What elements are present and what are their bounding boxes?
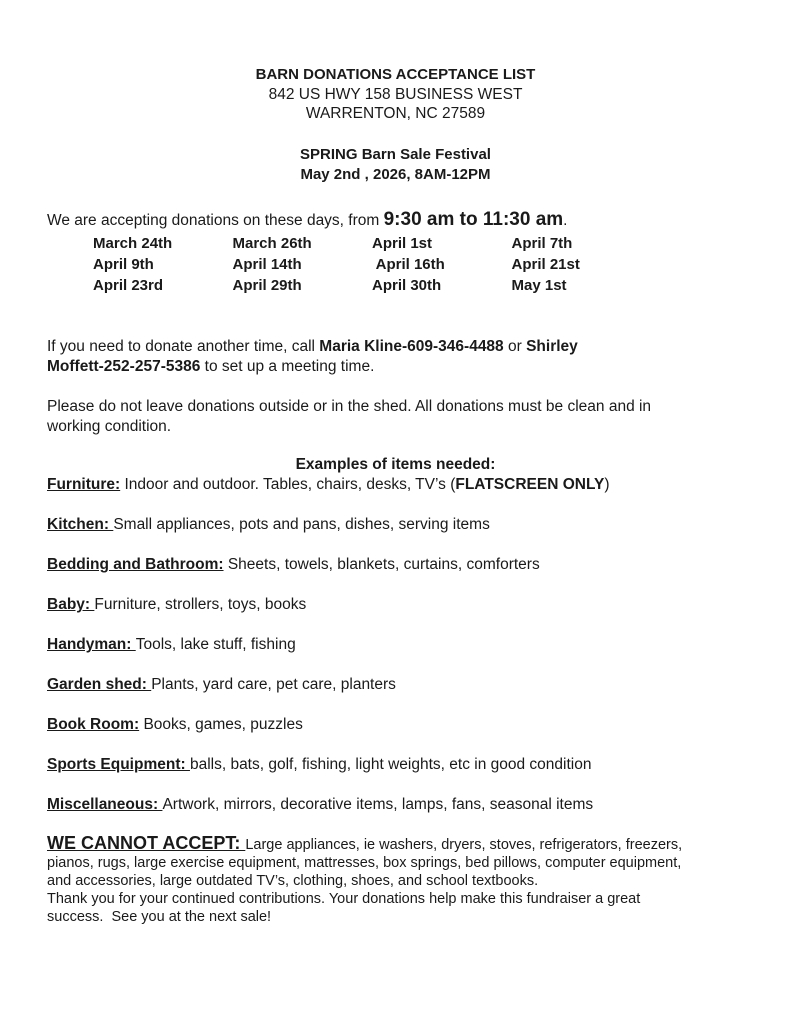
category-label: Kitchen:	[47, 516, 114, 533]
category-text: Tools, lake stuff, fishing	[135, 636, 296, 653]
category-baby	[47, 596, 306, 614]
dates-row	[93, 254, 651, 275]
category-furniture	[47, 476, 610, 494]
date-cell: April 30th	[372, 277, 442, 294]
event-date: May 2nd , 2026, 8AM-12PM	[300, 166, 491, 183]
date-cell: April 23rd	[93, 277, 164, 294]
document-title: BARN DONATIONS ACCEPTANCE LIST	[255, 66, 536, 83]
date-cell: April 21st	[511, 256, 580, 273]
date-cell: April 7th	[511, 235, 573, 252]
cannot-accept-section	[47, 834, 767, 926]
date-cell: April 29th	[232, 277, 302, 294]
cannot-accept-line-3: and accessories, large outdated TV’s, clothing, shoes, and school textbooks.	[47, 873, 539, 889]
category-garden-shed	[47, 676, 396, 694]
category-label: Bedding and Bathroom:	[47, 556, 224, 573]
contact-pre: If you need to donate another time, call	[47, 338, 320, 355]
dates-row	[93, 275, 651, 296]
date-cell: March 26th	[232, 235, 312, 252]
category-text: balls, bats, golf, fishing, light weights, etc in good condition	[189, 756, 592, 773]
contact-post: to set up a meeting time.	[200, 358, 375, 375]
contact-shirley-moffett: Moffett-252-257-5386	[47, 358, 201, 375]
category-kitchen	[47, 516, 490, 534]
category-handyman	[47, 636, 296, 654]
category-text: Artwork, mirrors, decorative items, lamps, fans, seasonal items	[162, 796, 594, 813]
cannot-accept-label: WE CANNOT ACCEPT:	[47, 833, 246, 853]
category-text: Plants, yard care, pet care, planters	[151, 676, 396, 693]
date-cell: March 24th	[93, 235, 173, 252]
event-name: SPRING Barn Sale Festival	[300, 146, 491, 163]
category-miscellaneous	[47, 796, 593, 814]
category-text-end: )	[604, 476, 610, 493]
address-line-2: WARRENTON, NC 27589	[305, 105, 486, 122]
notice-line-1: Please do not leave donations outside or in the shed. All donations must be clean and in	[47, 398, 652, 415]
category-label: Furniture:	[47, 476, 121, 493]
contact-paragraph	[47, 337, 747, 377]
contact-shirley: Shirley	[526, 338, 578, 355]
dates-row	[93, 233, 651, 254]
category-label: Miscellaneous:	[47, 796, 163, 813]
examples-heading: Examples of items needed:	[295, 456, 496, 473]
contact-maria-kline: Maria Kline-609-346-4488	[319, 338, 504, 355]
category-text: Furniture, strollers, toys, books	[94, 596, 307, 613]
category-label: Sports Equipment:	[47, 756, 190, 773]
donation-dates-grid	[93, 233, 651, 296]
accepting-hours: 9:30 am to 11:30 am	[383, 209, 564, 230]
contact-or: or	[503, 338, 527, 355]
date-cell: April 9th	[93, 256, 154, 273]
category-label: Handyman:	[47, 636, 136, 653]
cannot-accept-line-1: Large appliances, ie washers, dryers, stoves, refrigerators, freezers,	[245, 837, 683, 853]
accepting-period: .	[563, 212, 568, 229]
date-cell: May 1st	[511, 277, 567, 294]
accepting-intro	[47, 210, 767, 231]
category-text: Indoor and outdoor. Tables, chairs, desks, TV’s (	[120, 476, 456, 493]
closing-line-1: Thank you for your continued contributions. Your donations help make this fundraiser a great	[47, 891, 641, 907]
flatscreen-only: FLATSCREEN ONLY	[455, 476, 605, 493]
date-cell: April 1st	[372, 235, 433, 252]
category-label: Baby:	[47, 596, 95, 613]
category-book-room	[47, 716, 303, 734]
address-line-1: 842 US HWY 158 BUSINESS WEST	[268, 86, 523, 103]
category-bedding-bathroom	[47, 556, 540, 574]
cannot-accept-line-2: pianos, rugs, large exercise equipment, mattresses, box springs, bed pillows, computer equipment,	[47, 855, 682, 871]
category-sports-equipment	[47, 756, 591, 774]
date-cell: April 16th	[372, 256, 445, 273]
category-text: Sheets, towels, blankets, curtains, comforters	[223, 556, 540, 573]
closing-line-2: success. See you at the next sale!	[47, 909, 272, 925]
notice-paragraph	[47, 397, 747, 437]
category-label: Book Room:	[47, 716, 140, 733]
date-cell: April 14th	[232, 256, 302, 273]
category-text: Books, games, puzzles	[139, 716, 303, 733]
category-label: Garden shed:	[47, 676, 152, 693]
accepting-intro-text: We are accepting donations on these days, from	[47, 212, 384, 229]
notice-line-2: working condition.	[47, 418, 172, 435]
category-text: Small appliances, pots and pans, dishes, serving items	[113, 516, 490, 533]
